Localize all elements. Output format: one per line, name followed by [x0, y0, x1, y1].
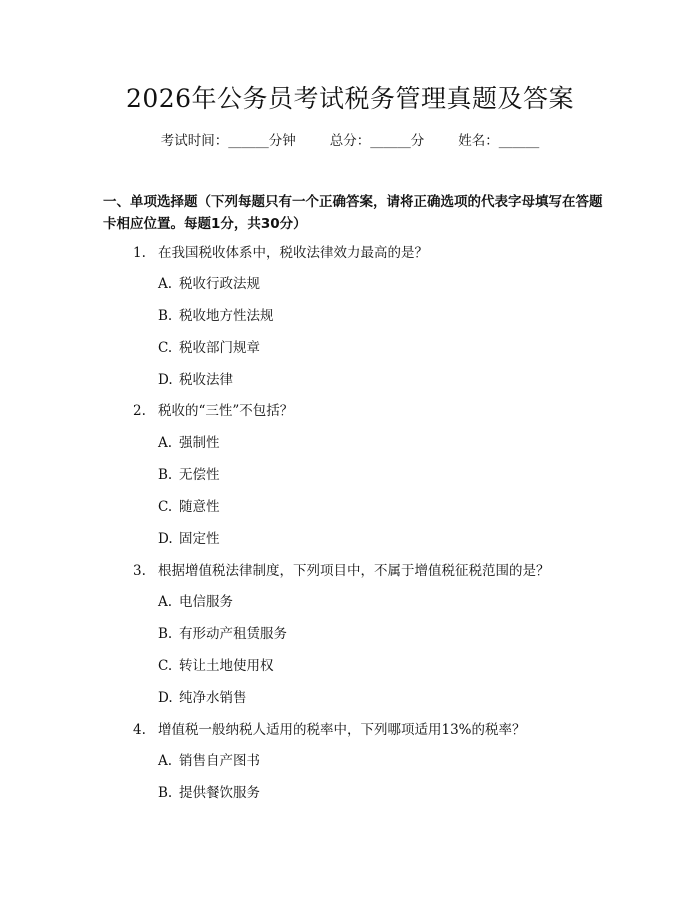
question-number: 2.	[133, 403, 146, 419]
option-1b	[158, 306, 274, 326]
option-text: 转让土地使用权	[179, 658, 274, 674]
option-text: 销售自产图书	[179, 753, 260, 769]
option-2a	[158, 433, 220, 453]
question-text: 增值税一般纳税人适用的税率中，下列哪项适用13%的税率？	[158, 722, 526, 738]
section-heading: 一、单项选择题（下列每题只有一个正确答案，请将正确选项的代表字母填写在答题卡相应位置。每题1分，共30分）	[103, 194, 603, 232]
option-3b	[158, 624, 287, 644]
question-text: 税收的“三性”不包括？	[158, 403, 294, 419]
option-text: 纯净水销售	[179, 690, 247, 706]
option-letter: A.	[158, 753, 173, 769]
option-text: 税收法律	[179, 372, 233, 388]
option-letter: A.	[158, 276, 173, 292]
option-letter: C.	[158, 340, 173, 356]
option-2d	[158, 529, 220, 549]
option-letter: D.	[158, 372, 173, 388]
option-text: 随意性	[179, 499, 220, 515]
option-3c	[158, 656, 274, 676]
option-letter: B.	[158, 467, 173, 483]
question-number: 4.	[133, 722, 146, 738]
name-field: 姓名：______	[458, 133, 540, 149]
option-4a	[158, 751, 260, 771]
question-1	[133, 243, 428, 263]
option-letter: D.	[158, 690, 173, 706]
exam-time-field: 考试时间：______分钟	[160, 133, 296, 149]
option-text: 电信服务	[179, 594, 233, 610]
option-3d	[158, 688, 247, 708]
total-score-field: 总分：______分	[329, 133, 425, 149]
question-number: 1.	[133, 245, 146, 261]
exam-info-line	[0, 131, 700, 151]
question-text: 在我国税收体系中，税收法律效力最高的是？	[158, 245, 428, 261]
option-letter: B.	[158, 785, 173, 801]
option-text: 有形动产租赁服务	[179, 626, 287, 642]
page-title: 2026年公务员考试税务管理真题及答案	[125, 84, 575, 113]
option-text: 固定性	[179, 531, 220, 547]
option-1a	[158, 274, 260, 294]
option-letter: C.	[158, 658, 173, 674]
option-letter: A.	[158, 435, 173, 451]
option-letter: B.	[158, 308, 173, 324]
option-4b	[158, 783, 260, 803]
question-number: 3.	[133, 563, 146, 579]
option-letter: B.	[158, 626, 173, 642]
option-letter: A.	[158, 594, 173, 610]
option-2c	[158, 497, 220, 517]
option-3a	[158, 592, 233, 612]
question-4	[133, 720, 526, 740]
option-text: 税收部门规章	[179, 340, 260, 356]
option-text: 税收行政法规	[179, 276, 260, 292]
question-3	[133, 561, 550, 581]
option-2b	[158, 465, 220, 485]
option-text: 无偿性	[179, 467, 220, 483]
option-1d	[158, 370, 233, 390]
question-2	[133, 401, 293, 421]
question-text: 根据增值税法律制度，下列项目中，不属于增值税征税范围的是？	[158, 563, 550, 579]
option-text: 税收地方性法规	[179, 308, 274, 324]
option-letter: D.	[158, 531, 173, 547]
option-text: 强制性	[179, 435, 220, 451]
option-1c	[158, 338, 260, 358]
option-text: 提供餐饮服务	[179, 785, 260, 801]
option-letter: C.	[158, 499, 173, 515]
